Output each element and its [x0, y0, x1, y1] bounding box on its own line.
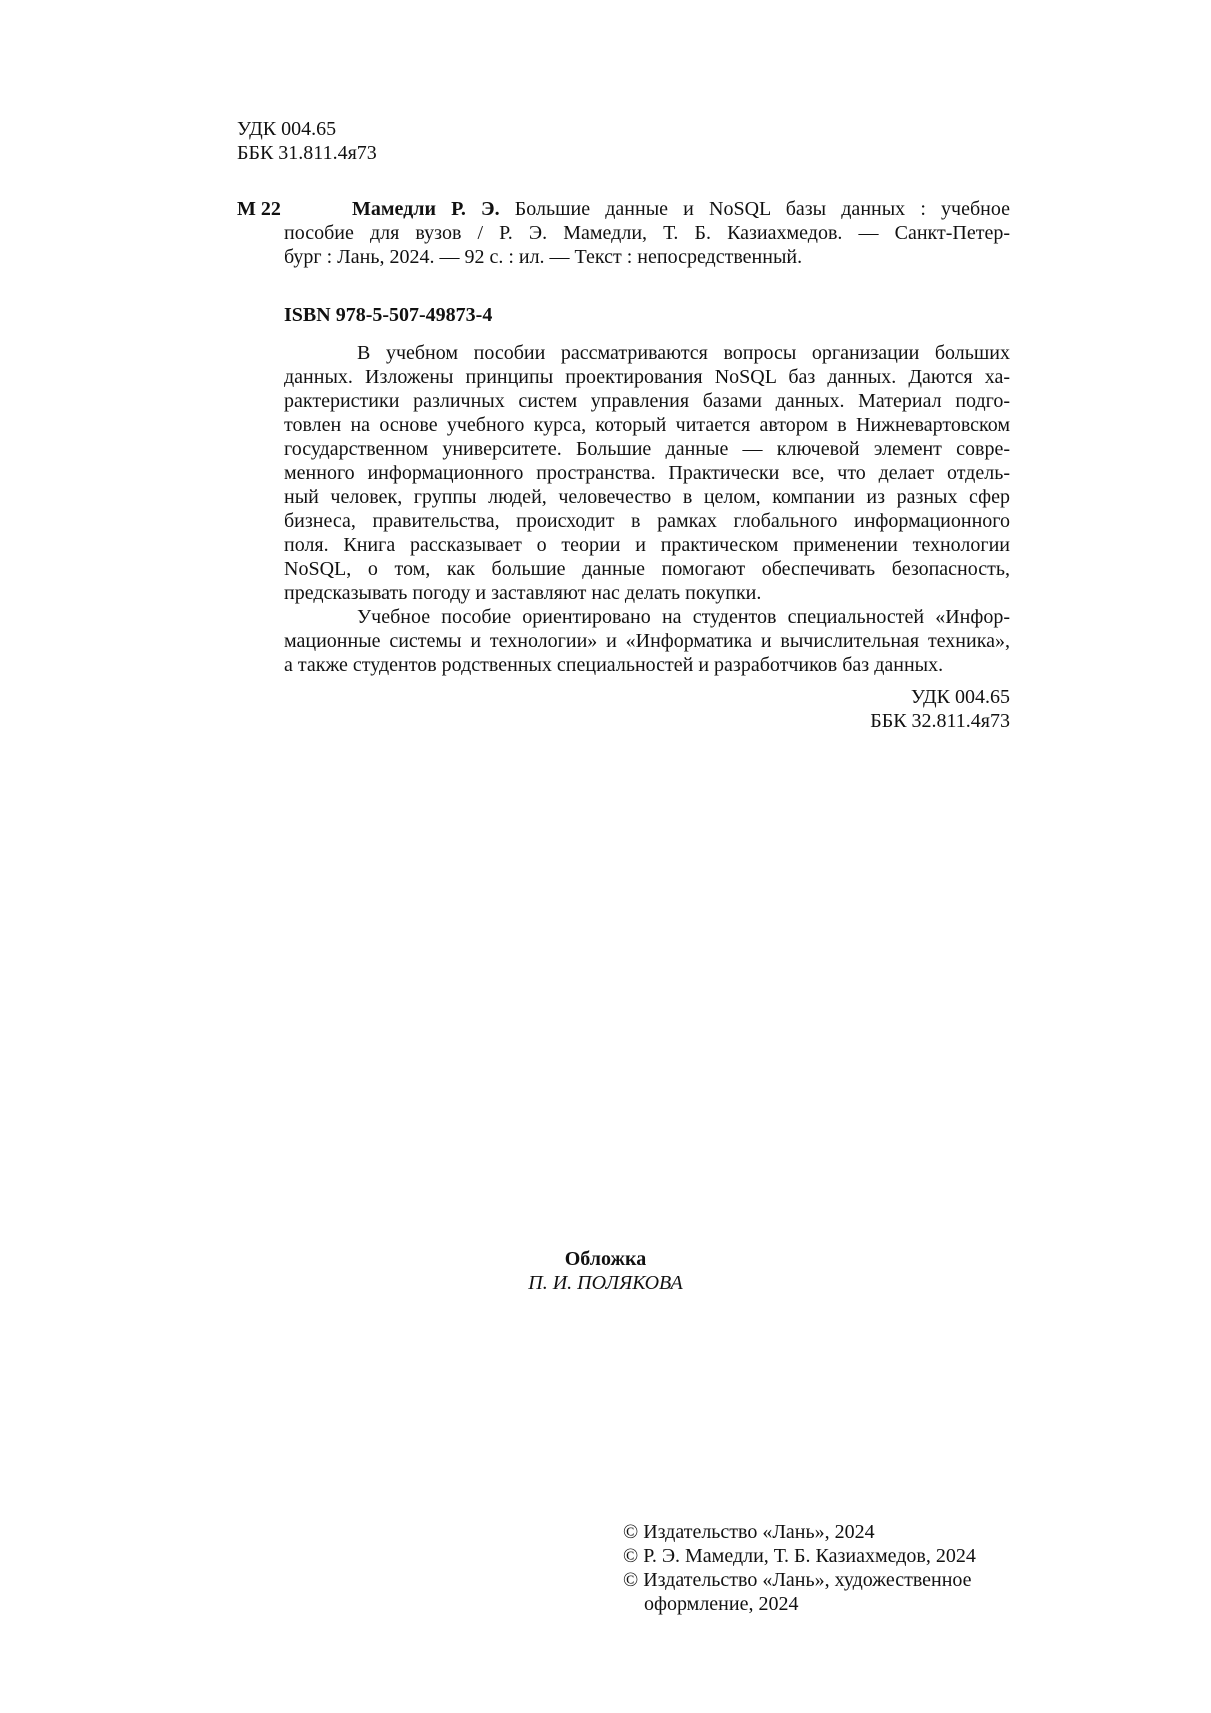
isbn: ISBN 978-5-507-49873-4: [284, 304, 493, 326]
annotation-line: предсказывать погоду и заставляют нас делать покупки.: [284, 582, 762, 604]
annotation-line: мационные системы и технологии» и «Информатика и вычислительная техника»,: [284, 630, 1010, 652]
cover-label: Обложка: [564, 1248, 647, 1270]
bbk-code: ББК 32.811.4я73: [870, 710, 1010, 732]
annotation-line: В учебном пособии рассматриваются вопросы организации больших: [357, 342, 1010, 364]
udk-code: УДК 004.65: [237, 118, 337, 140]
entry-line-2: пособие для вузов / Р. Э. Мамедли, Т. Б. Казиахмедов. — Санкт-Петер-: [284, 222, 1010, 244]
annotation-line: ный человек, группы людей, человечество в целом, компании из разных сфер: [284, 486, 1010, 508]
entry-title: Большие данные и NoSQL базы данных : учебное: [499, 198, 1010, 220]
annotation-line: товлен на основе учебного курса, который читается автором в Нижневартовском: [284, 414, 1010, 436]
annotation-line: данных. Изложены принципы проектирования NoSQL баз данных. Даются ха-: [284, 366, 1010, 388]
cover-designer: П. И. ПОЛЯКОВА: [528, 1272, 683, 1294]
bibliographic-entry: [284, 197, 1010, 269]
annotation-line: менного информационного пространства. Практически все, что делает отдель-: [284, 462, 1010, 484]
entry-line-1: [284, 197, 1010, 221]
entry-author: Мамедли Р. Э.: [352, 198, 500, 220]
annotation-line: NoSQL, о том, как большие данные помогают обеспечивать безопасность,: [284, 558, 1010, 580]
copyright-block: [623, 1520, 976, 1616]
annotation-paragraph-2: [284, 605, 1010, 677]
annotation-line: Учебное пособие ориентировано на студентов специальностей «Инфор-: [357, 606, 1010, 628]
udk-code: УДК 004.65: [910, 686, 1010, 708]
entry-line-3: бург : Лань, 2024. — 92 с. : ил. — Текст : непосредственный.: [284, 246, 803, 268]
bottom-classification: [870, 685, 1010, 733]
annotation-line: поля. Книга рассказывает о теории и практическом применении технологии: [284, 534, 1010, 556]
copyright-line: © Издательство «Лань», 2024: [623, 1521, 875, 1543]
annotation-line: рактеристики различных систем управления базами данных. Материал подго-: [284, 390, 1010, 412]
copyright-line: © Издательство «Лань», художественное: [623, 1569, 972, 1591]
copyright-line: оформление, 2024: [644, 1593, 799, 1615]
author-mark: М 22: [237, 198, 281, 220]
annotation-line: бизнеса, правительства, происходит в рамках глобального информационного: [284, 510, 1010, 532]
annotation-line: а также студентов родственных специальностей и разработчиков баз данных.: [284, 654, 944, 676]
annotation-paragraph-1: [284, 341, 1010, 605]
bbk-code: ББК 31.811.4я73: [237, 142, 377, 164]
cover-credit: [0, 1247, 1211, 1295]
annotation-line: государственном университете. Большие данные — ключевой элемент совре-: [284, 438, 1010, 460]
copyright-line: © Р. Э. Мамедли, Т. Б. Казиахмедов, 2024: [623, 1545, 976, 1567]
annotation: [284, 341, 1010, 677]
top-classification: [237, 117, 377, 165]
